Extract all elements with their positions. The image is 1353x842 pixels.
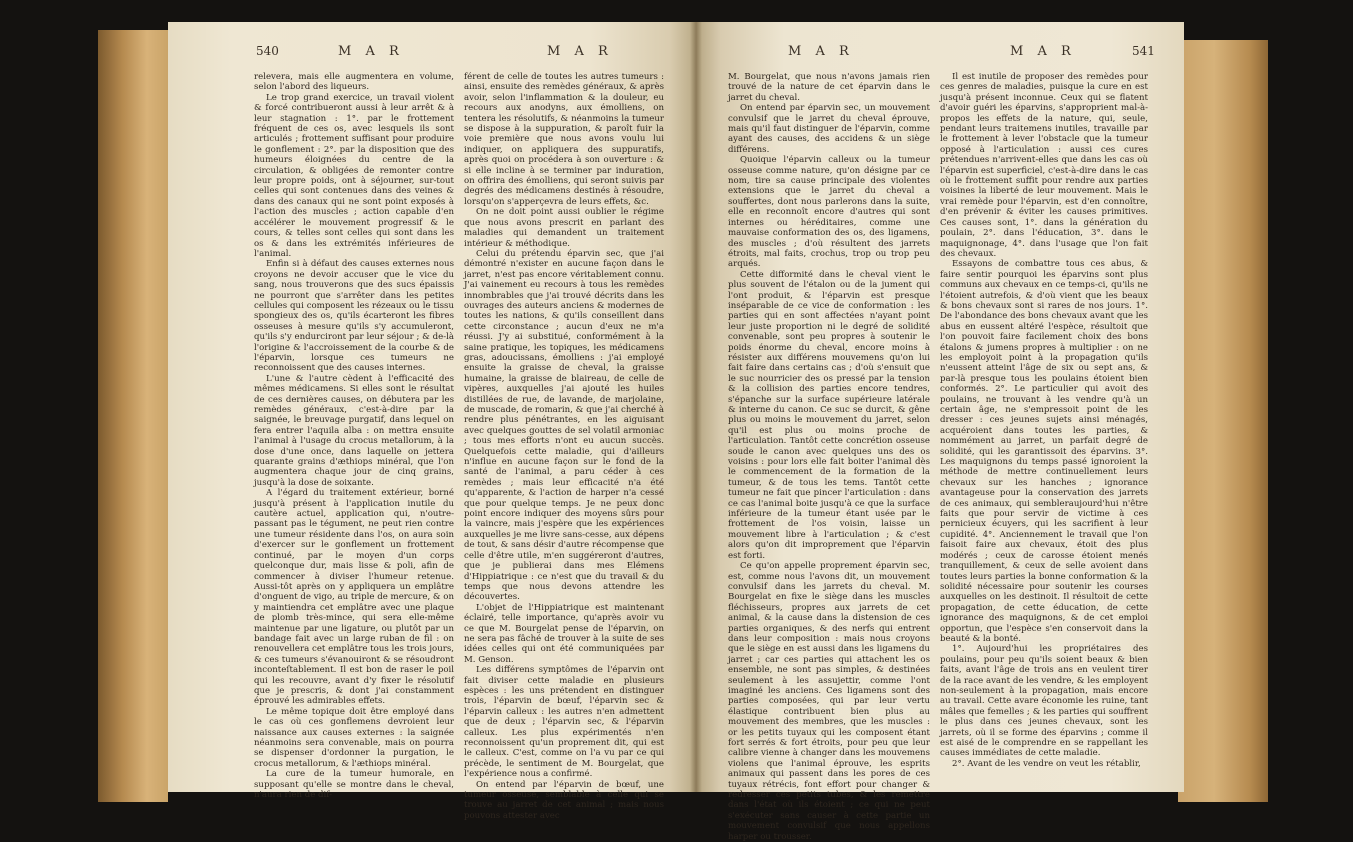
- paragraph: Le même topique doit être employé dans le cas où ces gonflemens devroient leur naissance aux causes externes : la saignée néanmoins sera convenable, mais on pourra se dispenser d'ordonner la purgation, le crocus metallorum, & l'æthiops minéral.: [254, 706, 454, 769]
- paragraph: Les différens symptômes de l'éparvin ont fait diviser cette maladie en plusieurs espèces : les uns prétendent en distinguer trois, l'éparvin de bœuf, l'éparvin sec & l'éparvin calleux : les autres n'en admettent que de deux ; l'éparvin sec, & l'éparvin calleux. Les plus expérimentés n'en reconnoissent qu'un proprement dit, qui est le calleux. C'est, comme on l'a vu par ce qui précède, le sentiment de M. Bourgelat, que l'expérience nous a confirmé.: [464, 665, 664, 780]
- paragraph: L'une & l'autre cèdent à l'efficacité des mêmes médicamens. Si elles sont le résultat de ces dernières causes, on débutera par les remèdes généraux, c'est-à-dire par la saignée, le breuvage purgatif, dans lequel on fera entrer l'aquila alba : on mettra ensuite l'animal à l'usage du crocus metallorum, à la dose d'une once, dans laquelle on jettera quarante grains d'æthiops minéral, que l'on augmentera chaque jour de cinq grains, jusqu'à la dose de soixante.: [254, 373, 454, 488]
- right-page-number: 541: [1132, 44, 1155, 58]
- paragraph: La cure de la tumeur humorale, en supposant qu'elle se montre dans le cheval, n'aura rien de dif-: [254, 769, 454, 801]
- paragraph: Cette difformité dans le cheval vient le plus souvent de l'étalon ou de la jument qui l'ont produit, & l'éparvin est presque inséparable de ce vice de conformation : les parties qui en sont affectées n'ayant point leur juste proportion ni le degré de solidité convenable, sont peu propres à soutenir le poids énorme du cheval, encore moins à résister aux différens mouvemens qu'on lui fait faire dans certains cas ; d'où s'ensuit que le suc nourricier des os pressé par la tension & la collision des parties encore tendres, s'épanche sur la surface supérieure latérale & interne du canon. Ce suc se durcit, & gêne plus ou moins le mouvement du jarret, selon qu'il est plus ou moins proche de l'articulation. Tantôt cette concrétion osseuse soude le canon avec quelques uns des os voisins : pour lors elle fait boiter l'animal dès le commencement de la formation de la tumeur, & de tous les tems. Tantôt cette tumeur ne fait que pincer l'articulation : dans ce cas l'animal boite jusqu'à ce que la surface inférieure de la tumeur étant usée par le frottement de l'os voisin, laisse un mouvement libre à l'articulation ; & c'est alors qu'on dit improprement que l'éparvin est forti.: [728, 269, 930, 561]
- paragraph: Quoique l'éparvin calleux ou la tumeur osseuse comme nature, qu'on désigne par ce nom, tire sa cause principale des violentes extensions que le jarret du cheval a souffertes, dont nous parlerons dans la suite, elle en reconnoît encore d'autres qui sont internes ou héréditaires, comme une mauvaise conformation des os, des ligamens, des muscles ; d'où résultent des jarrets étroits, mal faits, crochus, trop ou trop peu arqués.: [728, 155, 930, 270]
- right-page-header-right: M A R: [1010, 44, 1076, 59]
- left-page-column-1: [254, 72, 454, 801]
- left-page-number: 540: [256, 44, 279, 58]
- paragraph: Celui du prétendu éparvin sec, que j'ai démontré n'exister en aucune façon dans le jarret, n'est pas encore véritablement connu. J'ai vainement eu recours à tous les remèdes innombrables que j'ai trouvé décrits dans les ouvrages des auteurs anciens & modernes de toutes les nations, & qu'ils conseillent dans cette circonstance ; aucun d'eux ne m'a réussi. J'y ai substitué, conformément à la saine pratique, les topiques, les médicamens gras, adoucissans, émolliens : j'ai employé ensuite la graisse de cheval, la graisse humaine, la graisse de blaireau, de celle de vipères, auxquelles j'ai ajouté les huiles distillées de rue, de lavande, de marjolaine, de muscade, de romarin, & que j'ai cherché à rendre plus pénétrantes, en les aiguisant avec quelques gouttes de sel volatil armoniac ; tous mes efforts n'ont eu aucun succès. Quelquefois cette maladie, qui d'ailleurs n'influe en aucune façon sur le fond de la santé de l'animal, a paru céder à ces remèdes ; mais leur efficacité n'a été qu'apparente, & l'action de harper n'a cessé que pour quelque temps. Je ne peux donc point encore indiquer des moyens sûrs pour la vaincre, mais j'espère que les expériences auxquelles je me livre sans-cesse, aux dépens de tout, & sans désir d'autre récompense que celle d'être utile, m'en suggéreront d'autres, que je publierai dans mes Elémens d'Hippiatrique : ce n'est que du travail & du temps que nous devons attendre les découvertes.: [464, 248, 664, 603]
- paragraph: férent de celle de toutes les autres tumeurs : ainsi, ensuite des remèdes généraux, & après avoir, selon l'inflammation & la douleur, eu recours aux anodyns, aux émolliens, on tentera les résolutifs, & néanmoins la tumeur se dispose à la suppuration, & paroît fuir la voie première que nous avons voulu lui indiquer, on appliquera des suppuratifs, après quoi on procédera à son ouverture : & si elle incline à se terminer par induration, on offrira des émolliens, qui seront suivis par degrés des médicamens destinés à résoudre, lorsqu'on s'apperçevra de leurs effets, &c.: [464, 72, 664, 207]
- book-gutter: [690, 22, 702, 792]
- paragraph: relevera, mais elle augmentera en volume, selon l'abord des liqueurs.: [254, 72, 454, 93]
- paragraph: On ne doit point aussi oublier le régime que nous avons prescrit en parlant des maladies qui demandent un traitement intérieur & méthodique.: [464, 207, 664, 249]
- paragraph: 2°. Avant de les vendre on veut les rétablir,: [952, 758, 1141, 769]
- paragraph: Ce qu'on appelle proprement éparvin sec, est, comme nous l'avons dit, un mouvement convulsif dans les jarrets du cheval. M. Bourgelat en fixe le siège dans les muscles fléchisseurs, propres aux jarrets de cet animal, & la cause dans la distension de ces parties organiques, & des nerfs qui entrent dans leur composition : mais nous croyons que le siège en est aussi dans les ligamens du jarret ; car ces parties qui attachent les os ensemble, ne sont pas simples, & destinées seulement à les assujettir, comme l'ont imaginé les anciens. Ces ligamens sont des parties composées, qui par leur vertu élastique contribuent bien plus au mouvement des membres, que les muscles : or les petits tuyaux qui les composent étant fort serrés & fort étroits, pour peu que leur calibre vienne à changer dans les mouvemens violens que l'animal éprouve, les esprits animaux qui passent dans les pores de ces tuyaux rétrécis, font effort pour changer & redresser ces petits tubes, & les remettre dans l'état où ils étoient ; ce qui ne peut s'exécuter sans causer à cette partie un mouvement convulsif que nous appellons harper ou trousser.: [728, 561, 930, 842]
- right-page-header-left: M A R: [788, 44, 854, 59]
- right-page-column-1: [728, 72, 930, 842]
- paragraph: Enfin si à défaut des causes externes nous croyons ne devoir accuser que le vice du sang, nous trouverons que des sucs épaissis ne pourront que s'arrêter dans les petites cellules qui composent les rézeaux ou le tissu spongieux des os, qu'ils écarteront les fibres osseuses à mesure qu'ils s'y accumuleront, qu'ils s'y endurciront par leur séjour ; & de-là l'origine & l'accroissement de la courbe & de l'éparvin, lorsque ces tumeurs ne reconnoissent que des causes internes.: [254, 259, 454, 374]
- left-page-column-2: [464, 72, 664, 821]
- paragraph: On entend par l'éparvin de bœuf, une tumeur osseuse, semblable à celle qui se trouve au jarret de cet animal ; mais nous pouvons attester avec: [464, 779, 664, 821]
- paragraph: Le trop grand exercice, un travail violent & forcé contribueront aussi à leur arrêt & à leur stagnation : 1°. par le frottement fréquent de ces os, avec lesquels ils sont articulés ; frottement suffisant pour produire le gonflement : 2°. par la disposition que des humeurs éloignées du centre de la circulation, & obligées de remonter contre leur propre poids, ont à séjourner, sur-tout celles qui sont contenues dans des veines & dans des canaux qui ne sont point exposés à l'action des muscles ; action capable d'en accélérer le mouvement progressif & le cours, & telles sont celles qui sont dans les os & dans les extrémités inférieures de l'animal.: [254, 92, 454, 259]
- paragraph: A l'égard du traitement extérieur, borné jusqu'à présent à l'application inutile du cautère actuel, application qui, n'outre-passant pas le tégument, ne peut rien contre une tumeur résidente dans l'os, on aura soin d'exercer sur le gonflement un frottement continué, par le moyen d'un corps quelconque dur, mais lisse & poli, afin de commencer à diviser l'humeur retenue. Aussi-tôt après on y appliquera un emplâtre d'onguent de vigo, au triple de mercure, & on y maintiendra cet emplâtre avec une plaque de plomb très-mince, qui sera elle-même maintenue par une ligature, ou plutôt par un bandage fait avec un large ruban de fil : on renouvellera cet emplâtre tous les trois jours, & ces tumeurs s'évanouiront & se résoudront inconteſtablement. Il est bon de raser le poil qui les recouvre, avant d'y fixer le résolutif que je prescris, & dont j'ai constamment éprouvé les admirables effets.: [254, 488, 454, 707]
- paragraph: M. Bourgelat, que nous n'avons jamais rien trouvé de la nature de cet éparvin dans le jarret du cheval.: [728, 72, 930, 103]
- left-page-header-left: M A R: [338, 44, 404, 59]
- paragraph: Il est inutile de proposer des remèdes pour ces genres de maladies, puisque la cure en est jusqu'à présent inconnue. Ceux qui se flatent d'avoir guéri les éparvins, s'approprient mal-à-propos les effets de la nature, qui, seule, pendant leurs traitemens inutiles, travaille par le frottement à lever l'obstacle que la tumeur opposé à l'articulation : aussi ces cures prétendues n'arrivent-elles que dans les cas où l'éparvin est superficiel, c'est-à-dire dans le cas où le frottement suffit pour rendre aux parties voisines la liberté de leur mouvement. Mais le vrai remède pour l'éparvin, est d'en connoître, d'en prévenir & éviter les causes primitives. Ces causes sont, 1°. dans la génération du poulain, 2°. dans l'éducation, 3°. dans le maquignonage, 4°. dans l'usage que l'on fait des chevaux.: [940, 72, 1148, 259]
- paragraph: Essayons de combattre tous ces abus, & faire sentir pourquoi les éparvins sont plus communs aux chevaux en ce temps-ci, qu'ils ne l'étoient autrefois, & d'où vient que les beaux & bons chevaux sont si rares de nos jours. 1°. De l'abondance des bons chevaux avant que les abus en eussent altéré l'espèce, résultoit que l'on pouvoit faire facilement choix des bons étalons & jumens propres à multiplier : on ne les employoit point à la propagation qu'ils n'eussent atteint l'âge de six ou sept ans, & par-là presque tous les poulains étoient bien conformés. 2°. Le particulier qui avoit des poulains, ne trouvant à les vendre qu'à un certain âge, ne s'empressoit point de les dresser : ces jeunes sujets ainsi ménagés, acquéroient dans toutes les parties, & nommément au jarret, un parfait degré de solidité, qui les garantissoit des éparvins. 3°. Les maquignons du temps passé ignoroient la méthode de mettre continuellement leurs chevaux sur les hanches ; ignorance avantageuse pour la conservation des jarrets de ces animaux, qui sembleraujourd'hui n'être faits que pour servir de victime à ces pernicieux écuyers, qui les sacrifient à leur cupidité. 4°. Anciennement le travail que l'on faisoit faire aux chevaux, étoit des plus modérés ; ceux de carosse étoient menés tranquillement, & ceux de selle avoient dans toutes leurs parties la bonne conformation & la solidité nécessaire pour soutenir les courses auxquelles on les destinoit. Il résultoit de cette propagation, de cette éducation, de cette ignorance des maquignons, & de cet emploi opportun, que l'espèce s'en conservoit dans la beauté & la bonté.: [940, 259, 1148, 644]
- paragraph: 1°. Aujourd'hui les propriétaires des poulains, pour peu qu'ils soient beaux & bien faits, avant l'âge de trois ans en veulent tirer de la race avant de les vendre, & les employent non-seulement à la propagation, mais encore au travail. Cette avare économie les ruine, tant mâles que femelles ; & les parties qui souffrent le plus dans ces jeunes chevaux, sont les jarrets, où il se forme des éparvins ; comme il est aisé de le comprendre en se rappellant les causes immédiates de cette maladie.: [940, 644, 1148, 759]
- left-page-header-right: M A R: [547, 44, 613, 59]
- paragraph: L'objet de l'Hippiatrique est maintenant éclairé, telle importance, qu'après avoir vu ce que M. Bourgelat pense de l'éparvin, on ne sera pas fâché de trouver à la suite de ses idées celles qui ont été communiquées par M. Genson.: [464, 602, 664, 665]
- right-page-edges: [1178, 40, 1268, 802]
- left-page-edges: [98, 30, 168, 802]
- paragraph: On entend par éparvin sec, un mouvement convulsif que le jarret du cheval éprouve, mais qu'il faut distinguer de l'éparvin, comme ayant des causes, des accidens & un siège différens.: [728, 103, 930, 155]
- right-page-column-2: [940, 72, 1148, 792]
